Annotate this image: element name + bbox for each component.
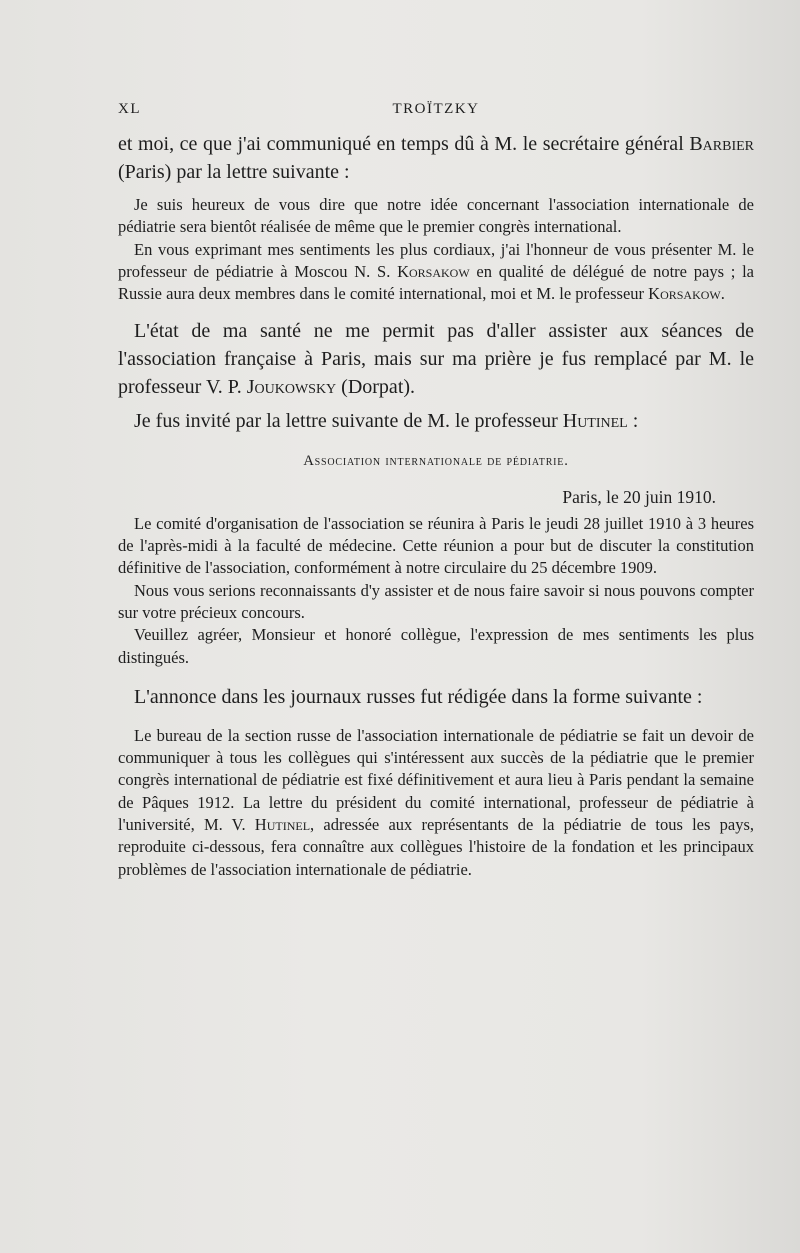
- letter-paragraph: Je suis heureux de vous dire que notre idée concernant l'association internationale de pédiatrie sera bientôt réalisée de même que le premier congrès international.: [118, 195, 754, 237]
- quoted-letter-hutinel: [118, 453, 754, 668]
- person-name: Hutinel: [254, 815, 311, 835]
- page-header: [118, 101, 754, 123]
- page-body: [118, 130, 754, 881]
- person-name: Barbier: [689, 133, 754, 155]
- person-name: Korsakow: [397, 261, 470, 281]
- text: Le bureau de la section russe de l'association internationale de pédiatrie se fait un devoir de communiquer à tous les collègues qui s'intéressent aux succès de la pédiatrie que le premier congrès international de pédiatrie est fixé définitivement et aura lieu à Paris pendant la semaine de Pâques 1912. La lettre du président du comité international, professeur de pédiatrie à l'université, M. V.: [118, 725, 754, 835]
- announcement-text: [118, 725, 754, 881]
- paragraph-intro: [118, 130, 754, 186]
- person-name: Joukowsky: [246, 376, 337, 399]
- letter-date: Paris, le 20 juin 1910.: [562, 487, 716, 508]
- letter-paragraph: [118, 239, 754, 306]
- text: En vous exprimant mes sentiments les plus cordiaux, j'ai l'honneur de vous présenter M. le professeur de pédiatrie à Moscou N. S.: [118, 239, 754, 281]
- paragraph-announcement-intro: L'annonce dans les journaux russes fut rédigée dans la forme suivante :: [134, 685, 703, 708]
- text: Je fus invité par la lettre suivante de M. le professeur: [134, 410, 563, 433]
- text: .: [720, 284, 725, 304]
- page-folio: XL: [118, 101, 141, 117]
- letter-paragraph: Veuillez agréer, Monsieur et honoré collègue, l'expression de mes sentiments les plus distingués.: [118, 625, 754, 667]
- quoted-letter-troitzky: [118, 194, 754, 305]
- text: (Paris) par la lettre suivante :: [118, 161, 350, 183]
- text: (Dorpat).: [336, 376, 416, 399]
- letter-paragraph: Le comité d'organisation de l'association se réunira à Paris le jeudi 28 juillet 1910 à 3 heures de l'après-midi à la faculté de médecine. Cette réunion a pour but de discuter la constitution définitive de l'association, conformément à notre circulaire du 25 décembre 1909.: [118, 513, 754, 578]
- person-name: Korsakow: [648, 284, 721, 304]
- running-title: TROÏTZKY: [392, 101, 480, 117]
- letter-paragraph: Nous vous serions reconnaissants d'y assister et de nous faire savoir si nous pouvons compter sur votre précieux concours.: [118, 580, 754, 622]
- person-name: Hutinel: [562, 410, 628, 433]
- letter-heading: Association internationale de pédiatrie.: [303, 453, 569, 470]
- text: L'état de ma santé ne me permit pas d'aller assister aux séances de l'association française à Paris, mais sur ma prière je fus remplacé par M. le professeur V. P.: [118, 320, 754, 399]
- text: et moi, ce que j'ai communiqué en temps dû à M. le secrétaire général: [118, 133, 690, 155]
- paragraph-invitation: [118, 407, 754, 435]
- text: , adressée aux représentants de la pédiatrie de tous les pays, reproduite ci-dessous, fera connaître aux collègues l'histoire de la fondation et les principaux problèmes de l'association internationale de pédiatrie.: [118, 815, 754, 879]
- text: :: [627, 410, 639, 433]
- text: en qualité de délégué de notre pays ; la Russie aura deux membres dans le comité international, moi et M. le professeur: [118, 261, 754, 304]
- paragraph-health: [118, 317, 754, 401]
